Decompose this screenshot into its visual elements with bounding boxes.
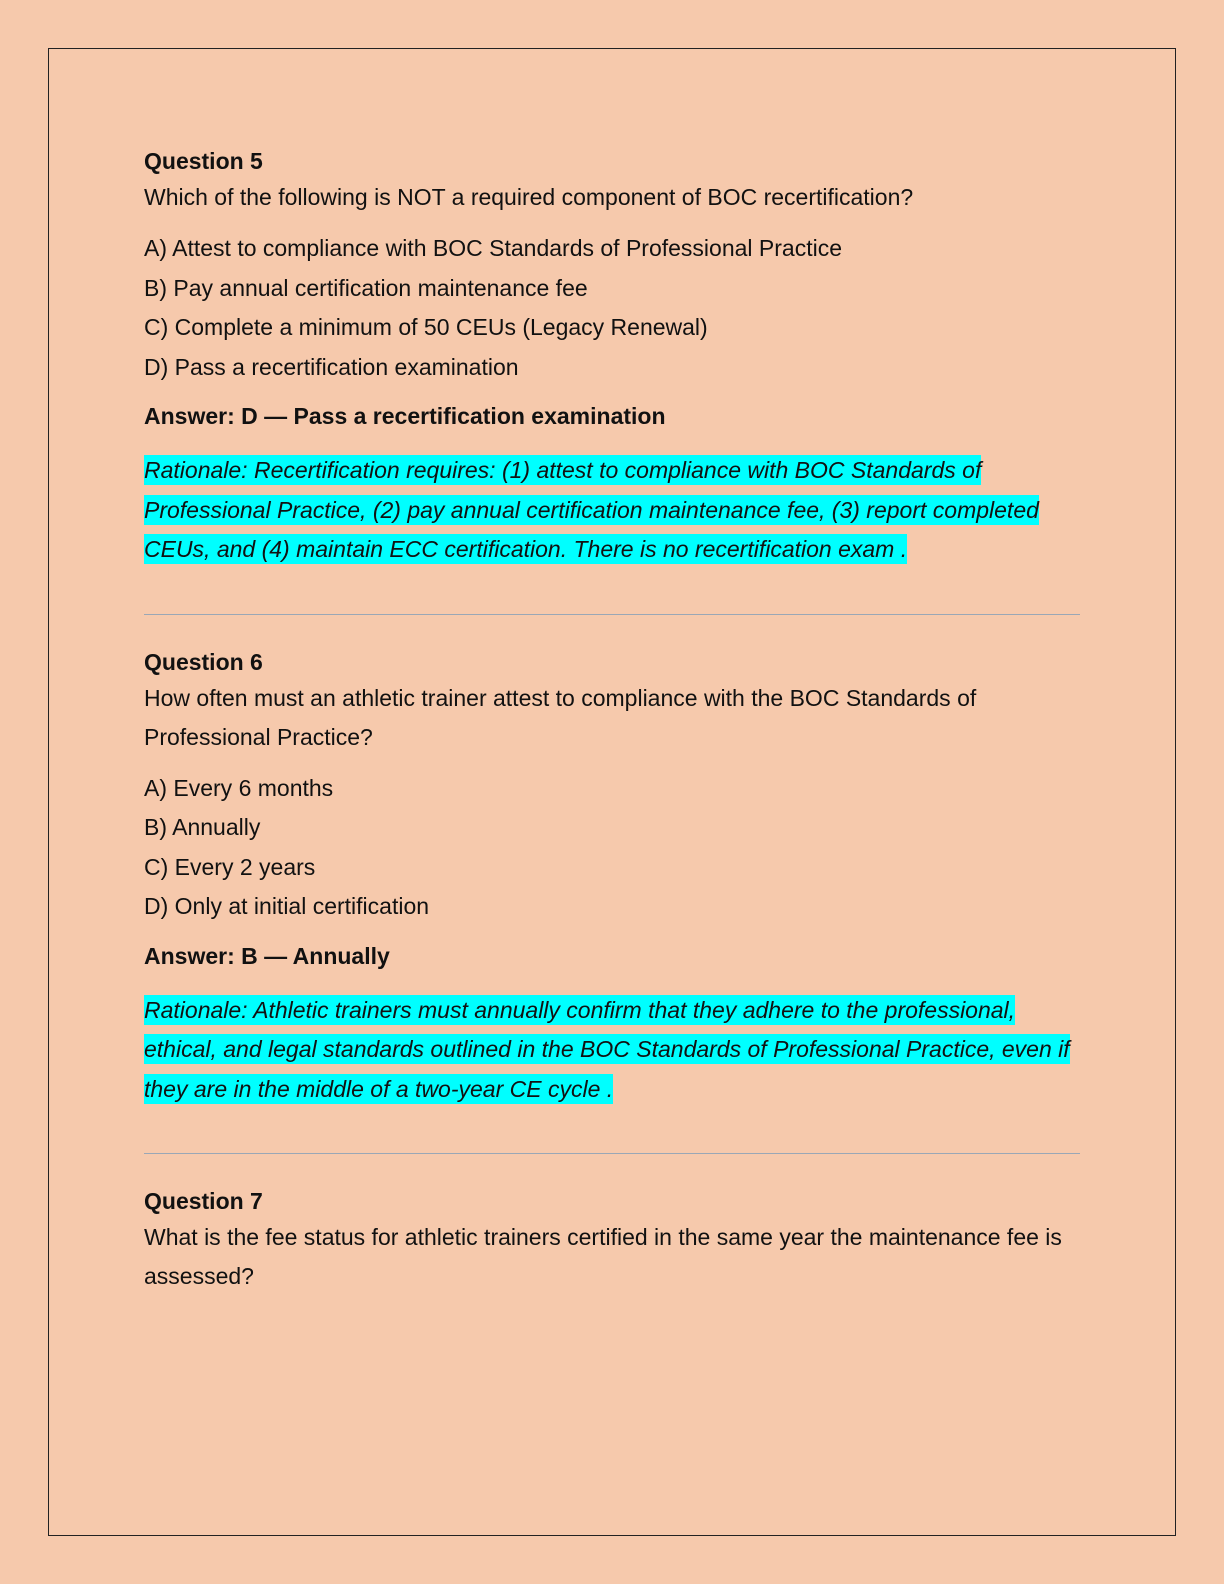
question-heading: Question 7	[144, 1188, 263, 1214]
section-divider	[144, 614, 1080, 615]
rationale	[144, 451, 1084, 570]
option-d: D) Pass a recertification examination	[144, 353, 519, 380]
question-text: How often must an athletic trainer attest to compliance with the BOC Standards of Professional Practice?	[144, 684, 977, 750]
question-text: Which of the following is NOT a required component of BOC recertification?	[144, 184, 914, 210]
section-divider	[144, 1153, 1080, 1154]
rationale-text: Rationale: Athletic trainers must annually confirm that they adhere to the professional, ethical, and legal standards outlined in the BOC Standards of Professional Practice, even if they are in the middle of a two-year CE cycle .	[144, 996, 1070, 1102]
answer-options	[144, 769, 1084, 927]
question-heading: Question 6	[144, 648, 263, 675]
question-5	[144, 144, 1084, 570]
option-b: B) Pay annual certification maintenance fee	[144, 274, 588, 301]
document-content	[144, 144, 1084, 1308]
option-a: A) Every 6 months	[144, 774, 334, 801]
question-text: What is the fee status for athletic trainers certified in the same year the maintenance fee is assessed?	[144, 1224, 1062, 1289]
question-7	[144, 1184, 1084, 1296]
option-d: D) Only at initial certification	[144, 893, 430, 919]
rationale-text: Rationale: Recertification requires: (1) attest to compliance with BOC Standards of Professional Practice, (2) pay annual certification maintenance fee, (3) report completed CEUs, and (4) maintain ECC certification. There is no recertification exam .	[144, 457, 1039, 562]
option-c: C) Complete a minimum of 50 CEUs (Legacy Renewal)	[144, 314, 708, 340]
option-a: A) Attest to compliance with BOC Standards of Professional Practice	[144, 235, 842, 261]
question-heading: Question 5	[144, 148, 263, 174]
answer-options	[144, 229, 1084, 387]
option-b: B) Annually	[144, 814, 261, 840]
option-c: C) Every 2 years	[144, 853, 316, 880]
rationale	[144, 991, 1084, 1110]
answer-line: Answer: B — Annually	[144, 942, 390, 969]
question-6	[144, 645, 1084, 1110]
answer-line: Answer: D — Pass a recertification examination	[144, 403, 666, 429]
